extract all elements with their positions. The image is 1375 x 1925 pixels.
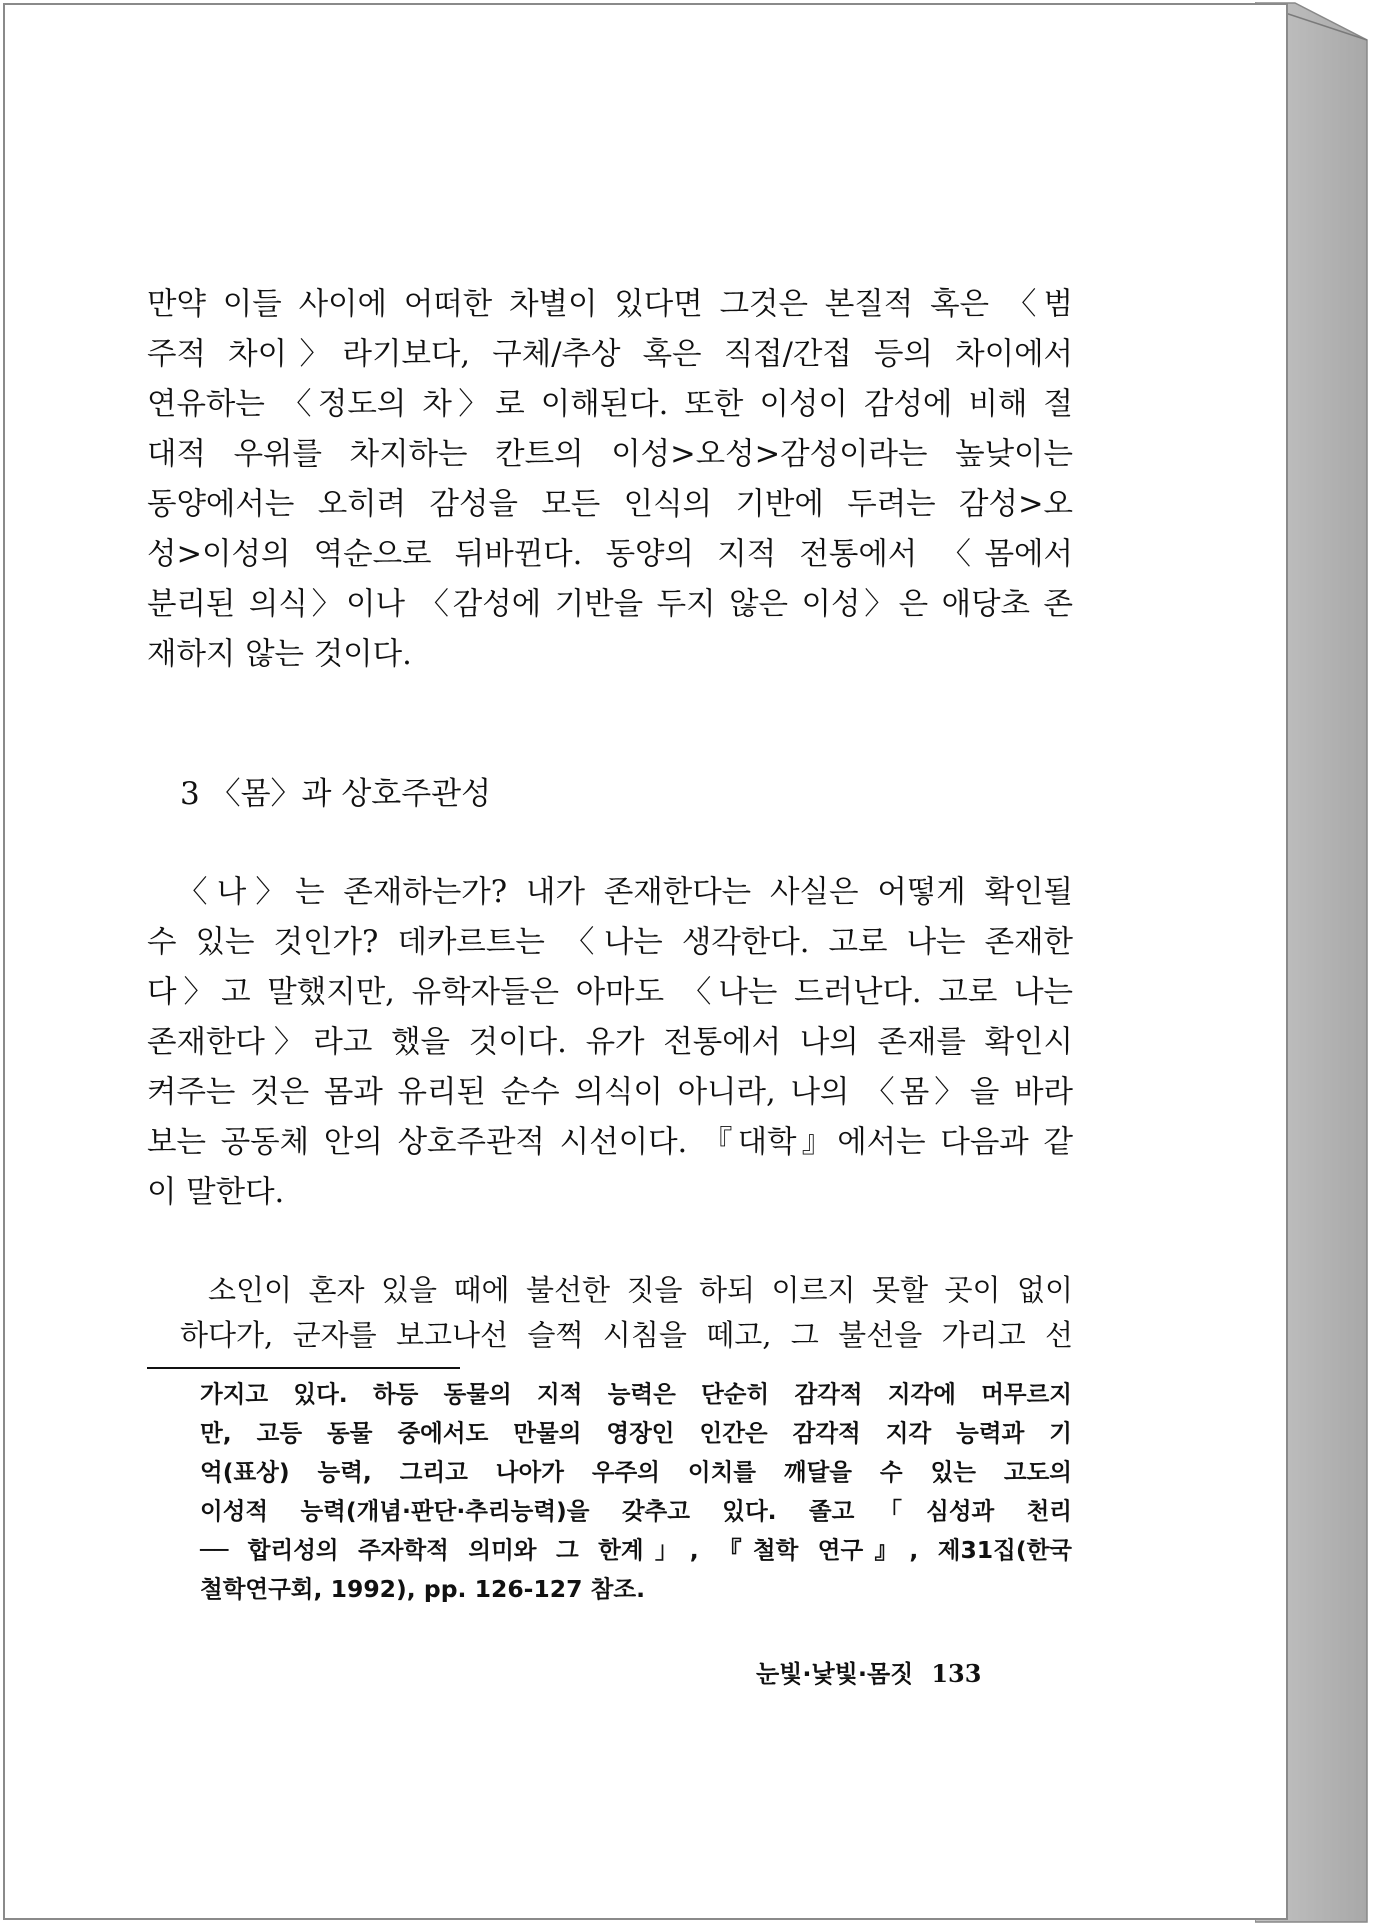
text-line: 보는 공동체 안의 상호주관적 시선이다. 『대학』에서는 다음과 같: [147, 1125, 1073, 1160]
footnote-line: 가지고 있다. 하등 동물의 지적 능력은 단순히 감각적 지각에 머무르지: [200, 1380, 1072, 1408]
text-line: 다〉고 말했지만, 유학자들은 아마도 〈나는 드러난다. 고로 나는: [147, 975, 1073, 1010]
text-line: 이 말한다.: [147, 1175, 285, 1210]
footnote-line: 만, 고등 동물 중에서도 만물의 영장인 인간은 감각적 지각 능력과 기: [200, 1419, 1072, 1447]
footnote-line: ── 합리성의 주자학적 의미와 그 한계」, 『철학 연구』, 제31집(한국: [200, 1536, 1072, 1564]
text-line: 켜주는 것은 몸과 유리된 순수 의식이 아니라, 나의 〈몸〉을 바라: [147, 1075, 1073, 1110]
body-paragraph-2: [147, 868, 1073, 1218]
text-line: 연유하는 〈정도의 차〉로 이해된다. 또한 이성이 감성에 비해 절: [147, 387, 1073, 422]
text-line: 동양에서는 오히려 감성을 모든 인식의 기반에 두려는 감성>오: [147, 487, 1073, 522]
footnote-line: 이성적 능력(개념·판단·추리능력)을 갖추고 있다. 졸고「심성과 천리: [200, 1497, 1072, 1525]
quote-line: 하다가, 군자를 보고나선 슬쩍 시침을 떼고, 그 불선을 가리고 선: [180, 1318, 1073, 1352]
footnote-divider: [147, 1367, 460, 1369]
text-line: 주적 차이〉라기보다, 구체/추상 혹은 직접/간접 등의 차이에서: [147, 337, 1073, 372]
running-title: 눈빛·낯빛·몸짓: [756, 1660, 914, 1688]
text-line: 존재한다〉라고 했을 것이다. 유가 전통에서 나의 존재를 확인시: [147, 1025, 1073, 1060]
quote-line: 소인이 혼자 있을 때에 불선한 짓을 하되 이르지 못할 곳이 없이: [208, 1273, 1073, 1307]
running-footer: [756, 1654, 981, 1689]
text-line: 만약 이들 사이에 어떠한 차별이 있다면 그것은 본질적 혹은 〈범: [147, 287, 1073, 322]
text-line: 〈나〉는 존재하는가? 내가 존재한다는 사실은 어떻게 확인될: [177, 875, 1073, 910]
footnote-line: 억(표상) 능력, 그리고 나아가 우주의 이치를 깨달을 수 있는 고도의: [200, 1458, 1072, 1486]
text-line: 성>이성의 역순으로 뒤바뀐다. 동양의 지적 전통에서 〈몸에서: [147, 537, 1073, 572]
text-line: 재하지 않는 것이다.: [147, 637, 412, 672]
body-paragraph-1: [147, 280, 1073, 680]
footnote: [200, 1375, 1072, 1609]
footnote-line: 철학연구회, 1992), pp. 126-127 참조.: [200, 1575, 645, 1603]
section-heading: 3 〈몸〉과 상호주관성: [180, 776, 492, 812]
text-line: 대적 우위를 차지하는 칸트의 이성>오성>감성이라는 높낮이는: [147, 437, 1073, 472]
text-line: 분리된 의식〉이나 〈감성에 기반을 두지 않은 이성〉은 애당초 존: [147, 587, 1073, 622]
text-line: 수 있는 것인가? 데카르트는 〈나는 생각한다. 고로 나는 존재한: [147, 925, 1073, 960]
page-number: 133: [931, 1659, 982, 1688]
block-quote: [180, 1268, 1073, 1358]
